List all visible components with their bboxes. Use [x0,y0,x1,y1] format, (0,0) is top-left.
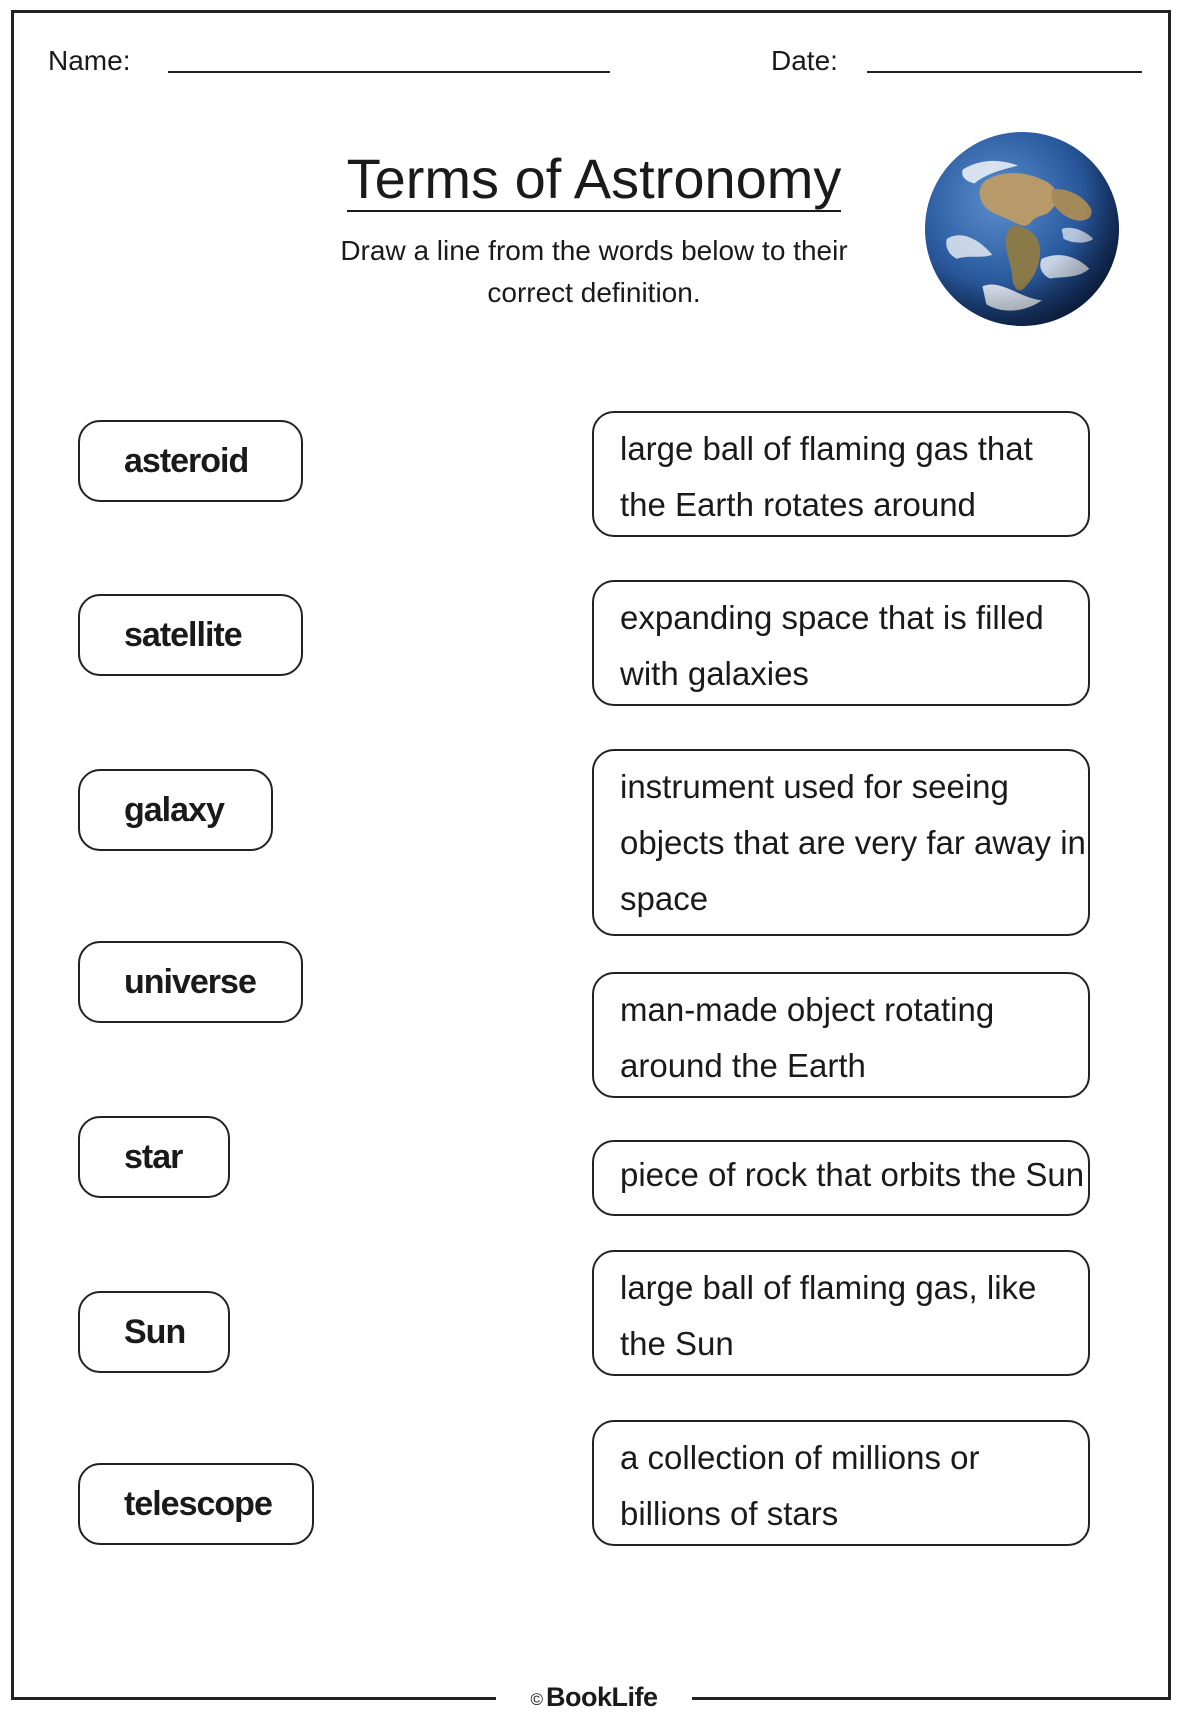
definition-box[interactable] [592,1250,1090,1376]
term-label: Sun [124,1312,186,1351]
date-line[interactable] [867,71,1142,73]
term-box[interactable] [78,769,273,851]
definition-line: expanding space that is filled [620,599,1044,636]
term-label: asteroid [124,441,249,480]
definition-line: piece of rock that orbits the Sun [620,1156,1085,1193]
definition-line: instrument used for seeing [620,768,1009,805]
definition-line: large ball of flaming gas, like [620,1269,1037,1306]
definition-line: the Earth rotates around [620,486,976,523]
definition-line: the Sun [620,1325,734,1362]
term-label: galaxy [124,790,224,829]
term-label: universe [124,962,256,1001]
term-label: telescope [124,1484,272,1523]
footer [496,1681,692,1713]
term-label: star [124,1137,183,1176]
name-line[interactable] [168,71,610,73]
brand-logo-text: BookLife [546,1681,658,1712]
definition-line: space [620,880,709,917]
instructions [300,230,888,314]
term-box[interactable] [78,1116,230,1198]
name-label: Name: [48,45,131,76]
definition-line: with galaxies [620,655,809,692]
definition-box[interactable] [592,580,1090,706]
definition-box[interactable] [592,972,1090,1098]
definition-line: man-made object rotating [620,991,995,1028]
earth-globe-icon [923,130,1121,328]
page-title-text: Terms of Astronomy [346,147,842,210]
definition-box[interactable] [592,1420,1090,1546]
definition-line: large ball of flaming gas that [620,430,1033,467]
definition-line: billions of stars [620,1495,839,1532]
term-box[interactable] [78,1463,314,1545]
date-label: Date: [771,45,838,76]
term-box[interactable] [78,1291,230,1373]
copyright-symbol: © [530,1689,543,1709]
definition-box[interactable] [592,749,1090,936]
instructions-line: correct definition. [487,277,701,308]
instructions-line: Draw a line from the words below to their [340,235,848,266]
term-label: satellite [124,615,242,654]
definition-line: a collection of millions or [620,1439,980,1476]
term-box[interactable] [78,594,303,676]
page-title [300,146,888,211]
term-box[interactable] [78,420,303,502]
definition-line: around the Earth [620,1047,866,1084]
definition-line: objects that are very far away in [620,824,1086,861]
definition-box[interactable] [592,1140,1090,1216]
definition-box[interactable] [592,411,1090,537]
term-box[interactable] [78,941,303,1023]
